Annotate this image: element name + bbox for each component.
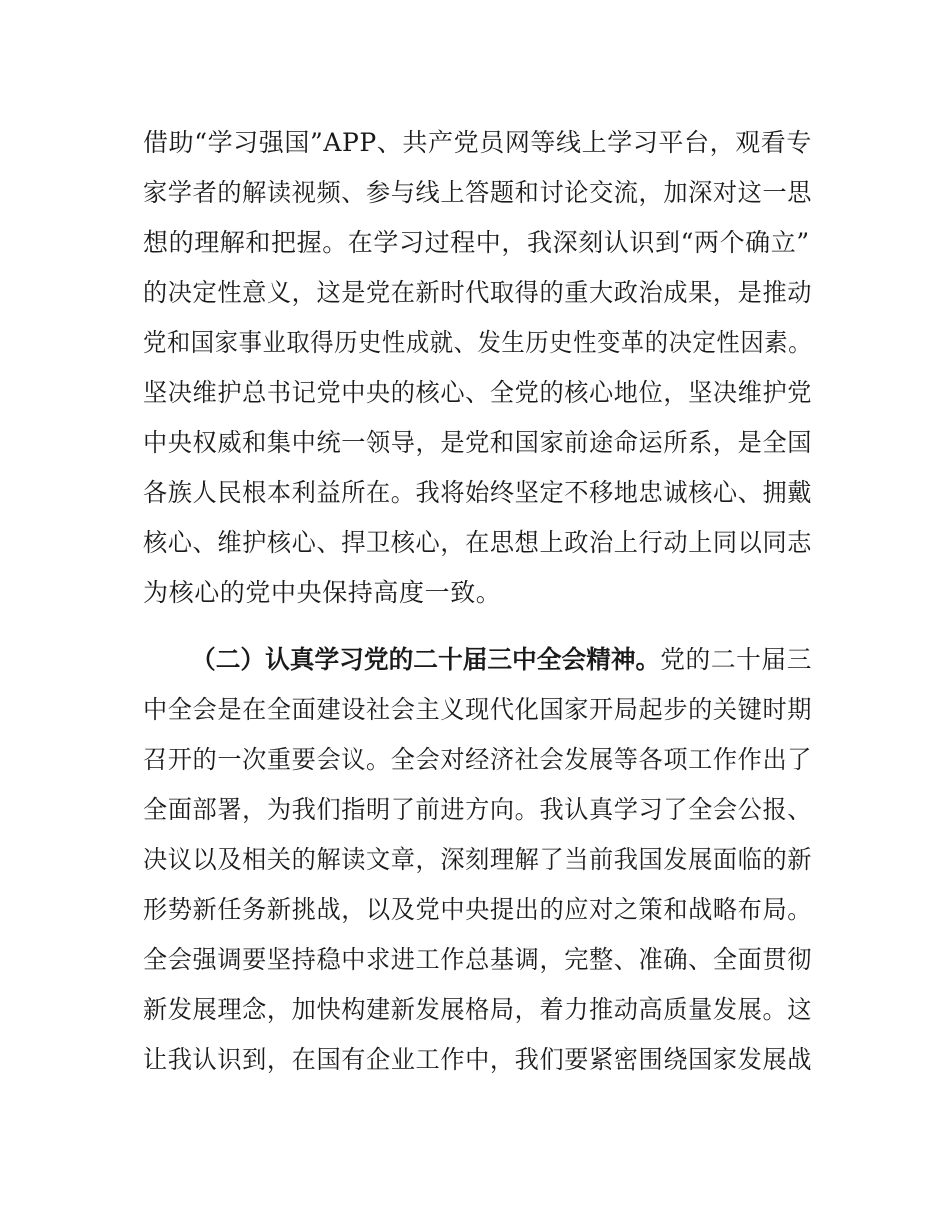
paragraph-line: 借助“学习强国”APP、共产党员网等线上学习平台，观看专	[143, 128, 812, 157]
paragraph-line: 坚决维护总书记党中央的核心、全党的核心地位，坚决维护党	[143, 378, 812, 407]
paragraph-line: 全会强调要坚持稳中求进工作总基调，完整、准确、全面贯彻	[143, 945, 812, 974]
paragraph-line: 的决定性意义，这是党在新时代取得的重大政治成果，是推动	[143, 278, 812, 307]
paragraph-line: 让我认识到，在国有企业工作中，我们要紧密围绕国家发展战	[143, 1045, 812, 1074]
paragraph-text: 党的二十届三	[660, 645, 812, 674]
paragraph-line: 新发展理念，加快构建新发展格局，着力推动高质量发展。这	[143, 995, 812, 1024]
paragraph-line: 核心、维护核心、捍卫核心，在思想上政治上行动上同以同志	[143, 528, 812, 557]
paragraph-line: 中央权威和集中统一领导，是党和国家前途命运所系，是全国	[143, 428, 812, 457]
paragraph-line: 形势新任务新挑战，以及党中央提出的应对之策和战略布局。	[143, 895, 812, 924]
paragraph-line: 党和国家事业取得历史性成就、发生历史性变革的决定性因素。	[143, 328, 812, 357]
paragraph-line: 各族人民根本利益所在。我将始终坚定不移地忠诚核心、拥戴	[143, 478, 812, 507]
paragraph-line: 决议以及相关的解读文章，深刻理解了当前我国发展面临的新	[143, 845, 812, 874]
paragraph-line: 全面部署，为我们指明了前进方向。我认真学习了全会公报、	[143, 795, 812, 824]
paragraph-line: 为核心的党中央保持高度一致。	[143, 578, 502, 607]
paragraph-line: 想的理解和把握。在学习过程中，我深刻认识到“两个确立”	[143, 228, 810, 257]
paragraph-line: 召开的一次重要会议。全会对经济社会发展等各项工作作出了	[143, 745, 812, 774]
paragraph-line: 家学者的解读视频、参与线上答题和讨论交流，加深对这一思	[143, 178, 812, 207]
section-heading-line	[191, 645, 812, 675]
section-heading: （二）认真学习党的二十届三中全会精神。	[191, 645, 661, 674]
paragraph-line: 中全会是在全面建设社会主义现代化国家开局起步的关键时期	[143, 695, 812, 724]
